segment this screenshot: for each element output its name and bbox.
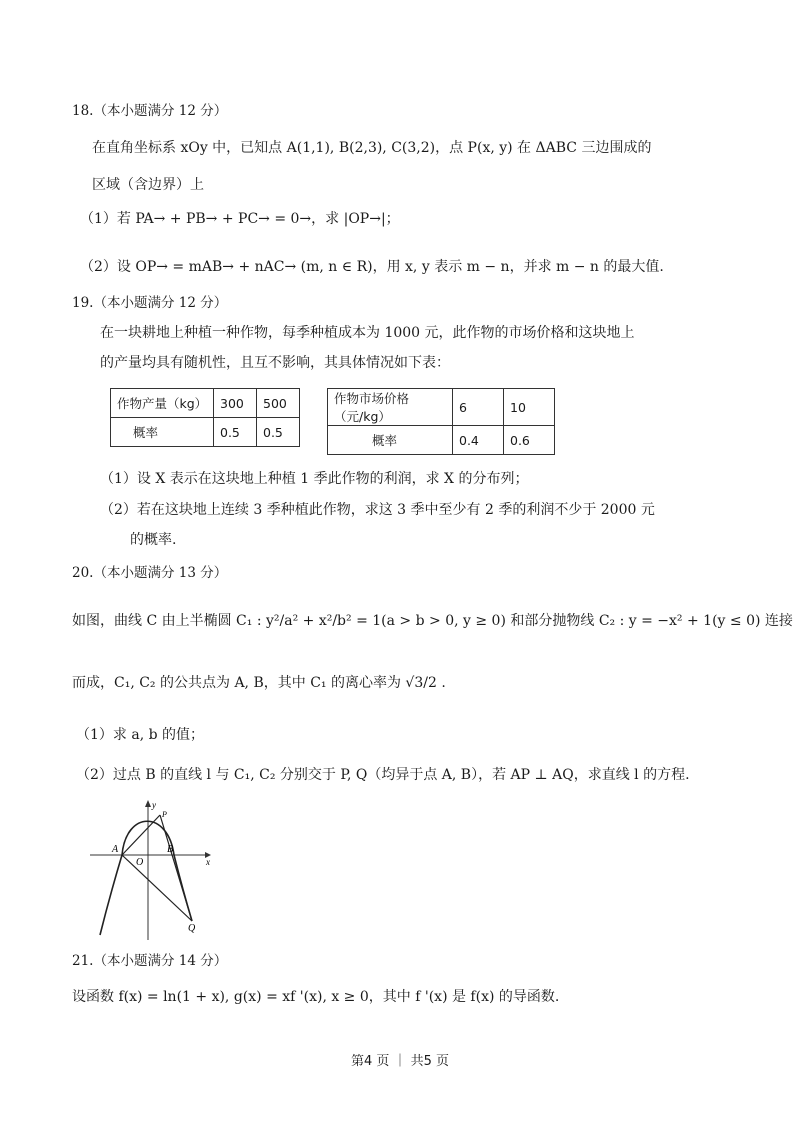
yield-table-cell: 作物产量（kg）	[111, 389, 214, 418]
q20-part1: （1）求 a, b 的值；	[76, 727, 205, 743]
q20-figure	[70, 795, 220, 945]
yield-table	[110, 388, 300, 447]
q19-statement-line1: 在一块耕地上种植一种作物，每季种植成本为 1000 元，此作物的市场价格和这块地上	[100, 325, 635, 341]
q19-statement-line2: 的产量均具有随机性，且互不影响，其具体情况如下表：	[100, 355, 450, 371]
price-table-cell: 0.4	[453, 426, 504, 455]
q18-heading: 18.（本小题满分 12 分）	[72, 103, 228, 119]
price-table	[327, 388, 555, 455]
q18-statement-line1: 在直角坐标系 xOy 中，已知点 A(1,1), B(2,3), C(3,2)，点 P(x, y) 在 ΔABC 三边围成的	[92, 140, 652, 156]
yield-table-cell: 500	[257, 389, 300, 418]
price-table-prob-row	[328, 426, 555, 455]
label-p: P	[162, 810, 167, 819]
price-table-cell: 作物市场价格（元/kg）	[328, 389, 453, 426]
yield-table-cell: 0.5	[214, 418, 257, 447]
q19-part2-line1: （2）若在这块地上连续 3 季种植此作物，求这 3 季中至少有 2 季的利润不少于 2000 元	[100, 502, 655, 518]
q20-heading: 20.（本小题满分 13 分）	[72, 565, 228, 581]
label-x: x	[206, 857, 210, 867]
q18-part1: （1）若 PA→ + PB→ + PC→ = 0→，求 |OP→|；	[80, 211, 400, 227]
q21-heading: 21.（本小题满分 14 分）	[72, 953, 228, 969]
price-table-cell: 6	[453, 389, 504, 426]
label-y: y	[152, 800, 156, 810]
label-b: B	[167, 844, 174, 855]
q20-part2: （2）过点 B 的直线 l 与 C₁, C₂ 分别交于 P, Q（均异于点 A, B），若 AP ⊥ AQ，求直线 l 的方程.	[76, 767, 690, 783]
page-footer: 第4 页 ｜ 共5 页	[350, 1054, 450, 1069]
q20-statement-line1: 如图，曲线 C 由上半椭圆 C₁ : y²/a² + x²/b² = 1(a > b > 0, y ≥ 0) 和部分抛物线 C₂ : y = −x² + 1(y ≤ 0) 连接	[72, 613, 793, 629]
q21-statement-line1: 设函数 f(x) = ln(1 + x), g(x) = xf '(x), x ≥ 0，其中 f '(x) 是 f(x) 的导函数.	[72, 989, 560, 1005]
price-table-header-row	[328, 389, 555, 426]
q19-part1: （1）设 X 表示在这块地上种植 1 季此作物的利润，求 X 的分布列；	[100, 471, 529, 487]
price-table-cell: 概率	[328, 426, 453, 455]
yield-table-cell: 300	[214, 389, 257, 418]
yield-table-prob-row	[111, 418, 300, 447]
yield-table-cell: 概率	[111, 418, 214, 447]
price-table-cell: 0.6	[504, 426, 555, 455]
q19-heading: 19.（本小题满分 12 分）	[72, 295, 228, 311]
label-a: A	[112, 844, 119, 855]
yield-table-cell: 0.5	[257, 418, 300, 447]
q18-statement-line2: 区域（含边界）上	[92, 177, 204, 193]
y-axis-arrow	[145, 800, 151, 807]
q20-statement-line2: 而成，C₁, C₂ 的公共点为 A, B，其中 C₁ 的离心率为 √3/2 .	[72, 675, 446, 691]
q19-part2-line2: 的概率.	[130, 532, 177, 548]
parabola-c2-left	[100, 855, 122, 935]
yield-table-header-row	[111, 389, 300, 418]
q18-part2: （2）设 OP→ = mAB→ + nAC→ (m, n ∈ R)，用 x, y 表示 m − n，并求 m − n 的最大值.	[80, 259, 664, 275]
label-q: Q	[188, 923, 196, 934]
label-o: O	[136, 857, 144, 868]
price-table-cell: 10	[504, 389, 555, 426]
